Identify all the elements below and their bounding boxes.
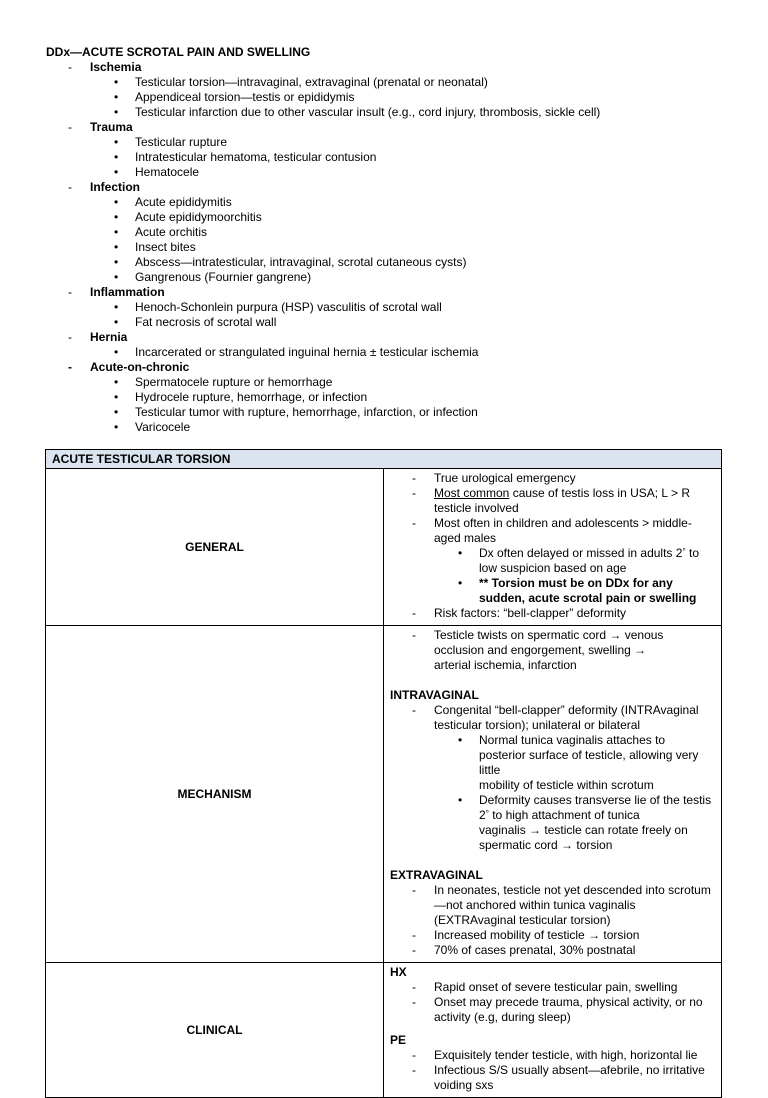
intravaginal-bullet-1b: mobility of testicle within scrotum: [479, 778, 654, 792]
ddx-item: [46, 225, 746, 240]
ddx-item: [46, 375, 746, 390]
torsion-table: [45, 449, 722, 1098]
general-bullet-1a: Dx often delayed or missed in adults 2: [479, 546, 683, 560]
dash-marker: -: [68, 360, 72, 374]
clinical-label: CLINICAL: [46, 963, 384, 1098]
general-line-2: cause of testis loss in USA; L > R testicle involved: [434, 486, 690, 515]
list-item: - Rapid onset of severe testicular pain, swelling: [412, 980, 678, 994]
bullet-marker: •: [114, 255, 119, 269]
ddx-category: [46, 60, 746, 75]
list-item: - Most often in children and adolescents > middle-aged males: [412, 516, 692, 545]
intravaginal-bullet-2a: Deformity causes transverse lie of the testis 2: [479, 793, 712, 822]
intravaginal-bullet-2b: vaginalis → testicle can rotate freely on spermatic cord → torsion: [479, 823, 688, 852]
hx-heading: HX: [390, 965, 407, 979]
list-item-cont: [390, 778, 715, 793]
ddx-item-text: Acute epididymoorchitis: [135, 210, 262, 224]
list-item: - Congenital “bell-clapper” deformity (INTRAvaginal testicular torsion); unilateral or bilateral: [412, 703, 699, 732]
list-item-cont: [390, 823, 715, 853]
dash-marker: -: [68, 285, 72, 299]
bullet-marker: •: [114, 300, 119, 314]
clinical-content: [384, 963, 722, 1098]
ddx-category: [46, 285, 746, 300]
list-item: - Exquisitely tender testicle, with high, horizontal lie: [412, 1048, 698, 1062]
ddx-category: [46, 330, 746, 345]
dash-marker: -: [68, 330, 72, 344]
ddx-category-name: Hernia: [90, 330, 128, 344]
general-bullet-2: ** Torsion must be on DDx for any sudden, acute scrotal pain or swelling: [479, 576, 697, 605]
intravaginal-heading: INTRAVAGINAL: [390, 688, 479, 702]
intravaginal-line-1: Congenital “bell-clapper” deformity (INTRAvaginal testicular torsion); unilateral or bilateral: [434, 703, 699, 732]
bullet-marker: •: [114, 405, 119, 419]
general-row: [46, 469, 722, 626]
ddx-category: [46, 360, 746, 375]
ddx-item-text: Acute epididymitis: [135, 195, 232, 209]
hx-line-1: Rapid onset of severe testicular pain, swelling: [434, 980, 678, 994]
bullet-marker: •: [114, 225, 119, 239]
ddx-item-text: Acute orchitis: [135, 225, 208, 239]
ddx-category-name: Ischemia: [90, 60, 142, 74]
ddx-item: [46, 405, 746, 420]
dash-marker: -: [68, 120, 72, 134]
bullet-marker: •: [114, 135, 119, 149]
extravaginal-line-2: Increased mobility of testicle → torsion: [434, 928, 640, 942]
ddx-item-text: Hematocele: [135, 165, 200, 179]
bullet-marker: •: [114, 240, 119, 254]
list-item-cont: [390, 658, 715, 673]
ddx-item: [46, 105, 746, 120]
ddx-item: [46, 195, 746, 210]
list-item: - In neonates, testicle not yet descended into scrotum—not anchored within tunica vaginalis: [412, 883, 711, 912]
list-item: - Infectious S/S usually absent—afebrile, no irritative voiding sxs: [412, 1063, 705, 1092]
ddx-category-name: Infection: [90, 180, 140, 194]
ddx-item: [46, 240, 746, 255]
ddx-item-text: Hydrocele rupture, hemorrhage, or infection: [135, 390, 368, 404]
bullet-marker: •: [114, 390, 119, 404]
ddx-item-text: Testicular rupture: [135, 135, 228, 149]
pe-heading: PE: [390, 1033, 407, 1047]
bullet-marker: •: [114, 195, 119, 209]
ddx-item: [46, 255, 746, 270]
bullet-marker: •: [114, 315, 119, 329]
general-bullet-1b: to low suspicion based on age: [479, 546, 699, 575]
extravaginal-line-3: 70% of cases prenatal, 30% postnatal: [434, 943, 636, 957]
mechanism-line-1b: arterial ischemia, infarction: [434, 658, 577, 672]
ddx-item-text: Gangrenous (Fournier gangrene): [135, 270, 312, 284]
bullet-marker: •: [114, 375, 119, 389]
bullet-marker: •: [114, 150, 119, 164]
ddx-item-text: Spermatocele rupture or hemorrhage: [135, 375, 333, 389]
ddx-item-text: Testicular tumor with rupture, hemorrhage, infarction, or infection: [135, 405, 478, 419]
hx-line-2: Onset may precede trauma, physical activity, or no activity (e.g, during sleep): [434, 995, 703, 1024]
ddx-category: [46, 120, 746, 135]
bullet-marker: •: [114, 90, 119, 104]
table-header-row: [46, 450, 722, 469]
list-item: - Most common cause of testis loss in USA; L > R testicle involved: [412, 486, 690, 515]
ddx-item: [46, 300, 746, 315]
table-header: ACUTE TESTICULAR TORSION: [46, 450, 722, 469]
ddx-item-text: Testicular torsion—intravaginal, extravaginal (prenatal or neonatal): [135, 75, 488, 89]
clinical-row: [46, 963, 722, 1098]
ddx-item-text: Incarcerated or strangulated inguinal hernia ± testicular ischemia: [135, 345, 479, 359]
list-item-cont: [390, 913, 715, 928]
extravaginal-heading: EXTRAVAGINAL: [390, 868, 483, 882]
ddx-item-text: Henoch-Schonlein purpura (HSP) vasculitis of scrotal wall: [135, 300, 442, 314]
degree-sup: °: [682, 547, 686, 556]
ddx-list: [46, 60, 746, 435]
general-line-3: Most often in children and adolescents > middle-aged males: [434, 516, 692, 545]
mechanism-label: MECHANISM: [46, 626, 384, 963]
ddx-item: [46, 90, 746, 105]
general-line-4: Risk factors: “bell-clapper” deformity: [434, 606, 627, 620]
bullet-marker: •: [114, 210, 119, 224]
bullet-marker: •: [114, 345, 119, 359]
mechanism-row: [46, 626, 722, 963]
ddx-category-name: Trauma: [90, 120, 133, 134]
list-item: - True urological emergency: [412, 471, 576, 485]
ddx-category-name: Acute-on-chronic: [90, 360, 190, 374]
bullet-marker: •: [114, 165, 119, 179]
extravaginal-line-1b: (EXTRAvaginal testicular torsion): [434, 913, 611, 927]
mechanism-content: [384, 626, 722, 963]
dash-marker: -: [68, 180, 72, 194]
list-item: - 70% of cases prenatal, 30% postnatal: [412, 943, 636, 957]
mechanism-line-1a: Testicle twists on spermatic cord → venous occlusion and engorgement, swelling →: [434, 628, 664, 657]
list-item: - Increased mobility of testicle → torsion: [412, 928, 640, 942]
ddx-item: [46, 165, 746, 180]
general-label: GENERAL: [46, 469, 384, 626]
extravaginal-line-1a: In neonates, testicle not yet descended into scrotum—not anchored within tunica vaginalis: [434, 883, 711, 912]
degree-sup: °: [485, 809, 489, 818]
bullet-marker: •: [114, 270, 119, 284]
ddx-item-text: Abscess—intratesticular, intravaginal, scrotal cutaneous cysts): [135, 255, 467, 269]
bullet-marker: •: [114, 75, 119, 89]
ddx-item-text: Testicular infarction due to other vascular insult (e.g., cord injury, thrombosis, sickle cell): [135, 105, 601, 119]
general-content: [384, 469, 722, 626]
ddx-category-name: Inflammation: [90, 285, 165, 299]
bullet-marker: •: [114, 105, 119, 119]
list-item: - Risk factors: “bell-clapper” deformity: [412, 606, 627, 620]
ddx-item-text: Appendiceal torsion—testis or epididymis: [135, 90, 355, 104]
bullet-marker: •: [114, 420, 119, 434]
pe-line-1: Exquisitely tender testicle, with high, horizontal lie: [434, 1048, 698, 1062]
ddx-item: [46, 270, 746, 285]
list-item: • ** Torsion must be on DDx for any sudden, acute scrotal pain or swelling: [458, 576, 697, 605]
dash-marker: -: [68, 60, 72, 74]
ddx-item: [46, 210, 746, 225]
ddx-title: DDx—ACUTE SCROTAL PAIN AND SWELLING: [46, 45, 311, 59]
ddx-item: [46, 345, 746, 360]
ddx-item: [46, 315, 746, 330]
list-item: • Normal tunica vaginalis attaches to posterior surface of testicle, allowing very little: [458, 733, 699, 777]
ddx-item: [46, 420, 746, 435]
most-common-underlined: Most common: [434, 486, 510, 500]
ddx-item-text: Intratesticular hematoma, testicular contusion: [135, 150, 377, 164]
intravaginal-bullet-1a: Normal tunica vaginalis attaches to posterior surface of testicle, allowing very little: [479, 733, 699, 777]
pe-line-2: Infectious S/S usually absent—afebrile, no irritative voiding sxs: [434, 1063, 705, 1092]
ddx-item-text: Insect bites: [135, 240, 196, 254]
ddx-item: [46, 135, 746, 150]
ddx-item: [46, 75, 746, 90]
list-item: • Deformity causes transverse lie of the testis 2° to high attachment of tunica: [458, 793, 712, 822]
ddx-section: [46, 45, 746, 435]
ddx-item: [46, 150, 746, 165]
ddx-category: [46, 180, 746, 195]
list-item: • Dx often delayed or missed in adults 2° to low suspicion based on age: [458, 546, 699, 575]
ddx-item-text: Varicocele: [135, 420, 191, 434]
intravaginal-bullet-2a-post: to high attachment of tunica: [488, 808, 640, 822]
general-line-1: True urological emergency: [434, 471, 576, 485]
ddx-item: [46, 390, 746, 405]
ddx-item-text: Fat necrosis of scrotal wall: [135, 315, 277, 329]
list-item: - Testicle twists on spermatic cord → venous occlusion and engorgement, swelling →: [412, 628, 664, 657]
list-item: - Onset may precede trauma, physical activity, or no activity (e.g, during sleep): [412, 995, 703, 1024]
